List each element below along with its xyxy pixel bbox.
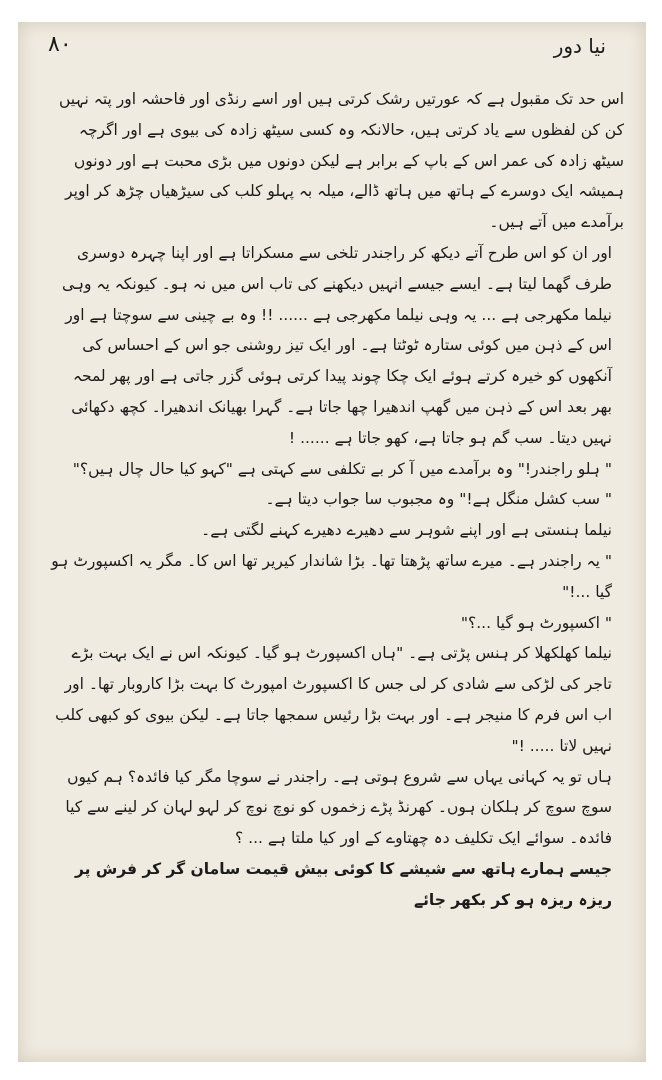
page-header (48, 32, 606, 66)
dialogue-line: " سب کشل منگل ہے!" وہ مجبوب سا جواب دیتا ہے۔ (265, 490, 612, 509)
dialogue-line: " یہ راجندر ہے۔ میرے ساتھ پڑھتا تھا۔ بڑا شاندار کیریر تھا اس کا۔ مگر یہ اکسپورٹ ہو گیا ...!" (51, 551, 612, 601)
paragraph: نیلما ہنستی ہے اور اپنے شوہر سے دھیرے دھیرے کہنے لگتی ہے۔ (201, 521, 612, 540)
page-body-text (48, 84, 624, 916)
dialogue-line: " اکسپورٹ ہو گیا ...؟" (460, 613, 612, 632)
paragraph: جیسے ہمارے ہاتھ سے شیشے کا کوئی بیش قیمت سامان گر کر فرش پر ریزہ ریزہ ہو کر بکھر جائے (75, 859, 612, 909)
dialogue-line: " ہلو راجندر!" وہ برآمدے میں آ کر بے تکلفی سے کہتی ہے "کہو کیا حال چال ہیں؟" (72, 459, 612, 478)
running-title: نیا دور (553, 34, 606, 58)
book-page (18, 22, 646, 1062)
paragraph: اور ان کو اس طرح آتے دیکھ کر راجندر تلخی سے مسکراتا ہے اور اپنا چہرہ دوسری طرف گھما لیتا ہے۔ ایسے جیسے انہیں دیکھنے کی تاب اس میں نہ ہو۔ کیونکہ یہ وہی نیلما مکھرجی ہے ... یہ وہی نیلما مکھرجی ہے ...... !! وہ بے چینی سے سوچتا ہے اور اس کے ذہن میں کوئی ستارہ ٹوٹتا ہے۔ اور ایک تیز روشنی جو اس کے احساس کی آنکھوں کو خیرہ کرتے ہوئے ایک چکا چوند پیدا کرتی ہوئی گزر جاتی ہے اور پھر لمحہ بھر بعد اس کے ذہن میں گھپ اندھیرا چھا جاتا ہے۔ گہرا بھیانک اندھیرا۔ کچھ دکھائی نہیں دیتا۔ سب گم ہو جاتا ہے، کھو جاتا ہے ...... ! (61, 243, 612, 447)
paragraph: نیلما کھلکھلا کر ہنس پڑتی ہے۔ "ہاں اکسپورٹ ہو گیا۔ کیونکہ اس نے ایک بہت بڑے تاجر کی لڑکی سے شادی کر لی جس کا اکسپورٹ امپورٹ کا بہت بڑا کاروبار تھا۔ اور اب اس فرم کا منیجر ہے۔ اور بہت بڑا رئیس سمجھا جاتا ہے۔ لیکن بیوی کو کبھی کلب نہیں لاتا ..... !" (55, 644, 612, 755)
paragraph: ہاں تو یہ کہانی یہاں سے شروع ہوتی ہے۔ راجندر نے سوچا مگر کیا فائدہ؟ ہم کیوں سوچ سوچ کر ہلکان ہوں۔ کھرنڈ پڑے زخموں کو نوچ نوچ کر لہو لہان کر لینے سے کیا فائدہ۔ سوائے ایک تکلیف دہ چھتاوے کے اور کیا ملتا ہے ... ؟ (65, 767, 612, 848)
page-number: ۸۰ (48, 32, 72, 57)
paragraph: اس حد تک مقبول ہے کہ عورتیں رشک کرتی ہیں اور اسے رنڈی اور فاحشہ اور پتہ نہیں کن کن لفظوں سے یاد کرتی ہیں، حالانکہ وہ کسی سیٹھ زادہ کی بیوی ہے اور اگرچہ سیٹھ زادہ کی عمر اس کے باپ کے برابر ہے لیکن دونوں میں بڑی محبت ہے اور دونوں ہمیشہ ایک دوسرے کے ہاتھ میں ہاتھ ڈالے، میلہ بہ پہلو کلب کی سیڑھیاں چڑھ کر اوپر برآمدے میں آتے ہیں۔ (58, 90, 624, 232)
